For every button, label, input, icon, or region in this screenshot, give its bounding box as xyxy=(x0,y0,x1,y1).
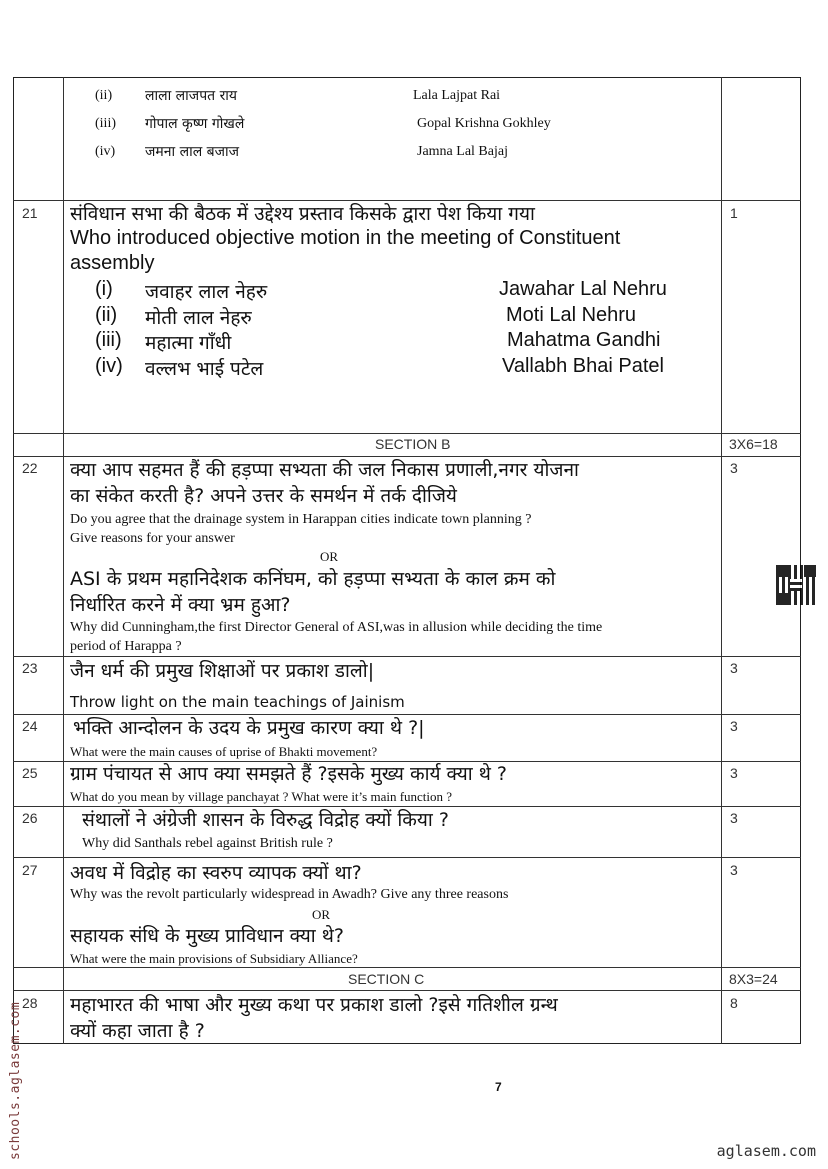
question-number: 28 xyxy=(22,995,38,1011)
marks: 3 xyxy=(730,460,738,476)
option-english: Mahatma Gandhi xyxy=(507,329,661,351)
alt-question-english: period of Harappa ? xyxy=(70,639,182,654)
question-english: What do you mean by village panchayat ? What were it’s main function ? xyxy=(70,789,453,804)
marks: 3 xyxy=(730,765,738,781)
option-hindi: मोती लाल नेहरु xyxy=(145,307,252,329)
question-number: 27 xyxy=(22,862,38,878)
section-title: SECTION C xyxy=(348,971,425,987)
option-english: Gopal Krishna Gokhley xyxy=(417,116,551,131)
question-english: Why did Santhals rebel against British rule ? xyxy=(82,836,333,851)
option-number: (i) xyxy=(95,278,113,300)
question-english: Do you agree that the drainage system in Harappan cities indicate town planning ? xyxy=(70,512,532,527)
option-hindi: महात्मा गाँधी xyxy=(145,332,232,354)
marks: 3 xyxy=(730,718,738,734)
page-number: 7 xyxy=(495,1080,502,1094)
option-hindi: लाला लाजपत राय xyxy=(145,88,238,104)
qr-code-icon xyxy=(776,565,816,605)
question-english: Why was the revolt particularly widespread in Awadh? Give any three reasons xyxy=(70,887,509,902)
option-number: (iv) xyxy=(95,144,116,159)
option-english: Vallabh Bhai Patel xyxy=(502,355,664,377)
question-english: Who introduced objective motion in the meeting of Constituent xyxy=(70,227,621,249)
option-number: (iv) xyxy=(95,355,123,377)
footer-watermark: aglasem.com xyxy=(716,1142,816,1160)
option-number: (iii) xyxy=(95,329,122,351)
question-number: 21 xyxy=(22,205,38,221)
question-hindi: ग्राम पंचायत से आप क्या समझते हैं ?इसके मुख्य कार्य क्या थे ? xyxy=(70,763,507,785)
marks: 3 xyxy=(730,810,738,826)
option-english: Jamna Lal Bajaj xyxy=(417,144,508,159)
question-hindi: भक्ति आन्दोलन के उदय के प्रमुख कारण क्या थे ?| xyxy=(73,717,425,739)
question-english: assembly xyxy=(70,252,155,274)
column-divider-number xyxy=(63,77,64,1044)
column-divider-marks xyxy=(721,77,722,1044)
question-hindi: का संकेत करती है? अपने उत्तर के समर्थन में तर्क दीजिये xyxy=(70,485,457,507)
alt-question-hindi: सहायक संधि के मुख्य प्राविधान क्या थे? xyxy=(70,925,344,947)
option-english: Lala Lajpat Rai xyxy=(413,88,501,103)
side-watermark: schools.aglasem.com xyxy=(8,1001,23,1160)
alt-question-english: What were the main provisions of Subsidiary Alliance? xyxy=(70,951,358,966)
question-english: What were the main causes of uprise of Bhakti movement? xyxy=(70,744,378,759)
question-number: 25 xyxy=(22,765,38,781)
question-hindi: क्यों कहा जाता है ? xyxy=(70,1020,205,1042)
row-divider xyxy=(13,433,801,434)
question-hindi: महाभारत की भाषा और मुख्य कथा पर प्रकाश डालो ?इसे गतिशील ग्रन्थ xyxy=(70,994,558,1016)
question-number: 24 xyxy=(22,718,38,734)
row-divider xyxy=(13,857,801,858)
marks: 3 xyxy=(730,660,738,676)
option-number: (ii) xyxy=(95,304,118,326)
question-english: Give reasons for your answer xyxy=(70,531,235,546)
question-english: Throw light on the main teachings of Jainism xyxy=(70,693,405,711)
marks: 8 xyxy=(730,995,738,1011)
marks: 3 xyxy=(730,862,738,878)
option-hindi: गोपाल कृष्ण गोखले xyxy=(145,116,245,132)
option-number: (iii) xyxy=(95,116,116,131)
section-marks: 8X3=24 xyxy=(729,971,778,987)
option-english: Moti Lal Nehru xyxy=(506,304,637,326)
option-english: Jawahar Lal Nehru xyxy=(499,278,667,300)
question-hindi: अवध में विद्रोह का स्वरुप व्यापक क्यों था? xyxy=(70,862,362,884)
section-title: SECTION B xyxy=(375,436,451,452)
row-divider xyxy=(13,967,801,968)
alt-question-hindi: ASI के प्रथम महानिदेशक कनिंघम, को हड़प्पा सभ्यता के काल क्रम को xyxy=(70,568,556,590)
question-hindi: क्या आप सहमत हैं की हड़प्पा सभ्यता की जल निकास प्रणाली,नगर योजना xyxy=(70,459,579,481)
marks: 1 xyxy=(730,205,738,221)
section-marks: 3X6=18 xyxy=(729,436,778,452)
question-hindi: संविधान सभा की बैठक में उद्देश्य प्रस्ताव किसके द्वारा पेश किया गया xyxy=(70,203,535,225)
option-number: (ii) xyxy=(95,88,113,103)
question-number: 22 xyxy=(22,460,38,476)
option-hindi: जमना लाल बजाज xyxy=(145,144,240,160)
question-number: 26 xyxy=(22,810,38,826)
question-number: 23 xyxy=(22,660,38,676)
alt-question-hindi: निर्धारित करने में क्या भ्रम हुआ? xyxy=(70,594,291,616)
or-label: OR xyxy=(320,549,339,564)
option-hindi: जवाहर लाल नेहरु xyxy=(145,281,268,303)
alt-question-english: Why did Cunningham,the first Director General of ASI,was in allusion while deciding the time xyxy=(70,620,603,635)
or-label: OR xyxy=(312,907,331,922)
question-hindi: संथालों ने अंग्रेजी शासन के विरुद्ध विद्रोह क्यों किया ? xyxy=(82,809,449,831)
question-hindi: जैन धर्म की प्रमुख शिक्षाओं पर प्रकाश डालो| xyxy=(70,660,375,682)
option-hindi: वल्लभ भाई पटेल xyxy=(145,358,264,380)
